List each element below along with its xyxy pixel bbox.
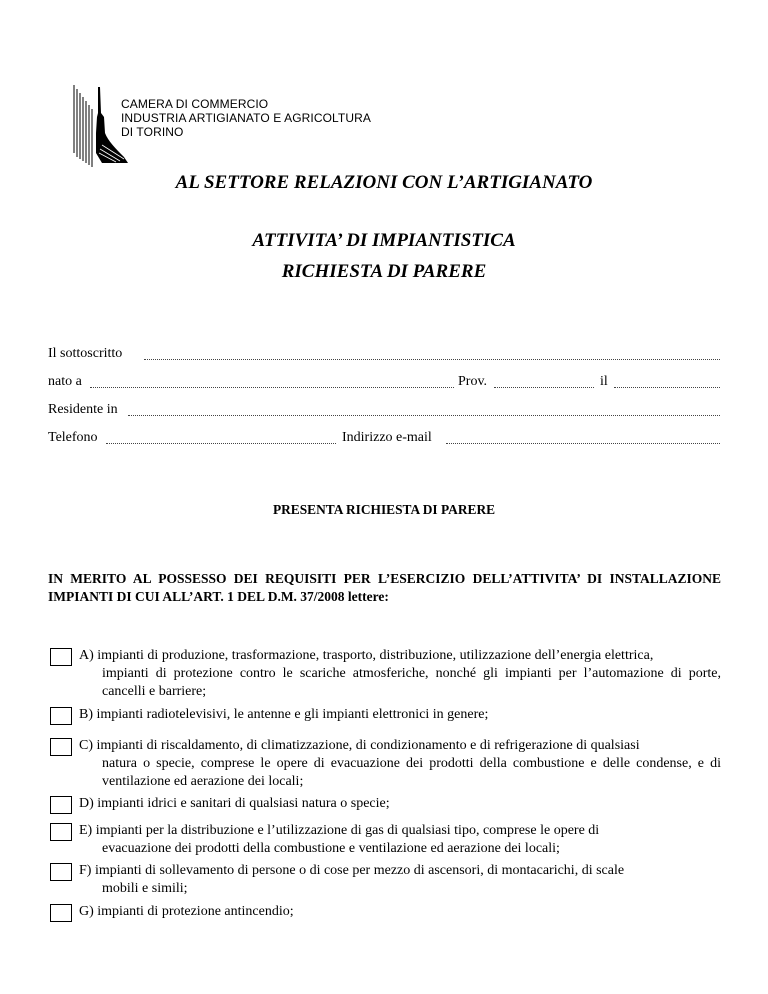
item-f-text: F) impianti di sollevamento di persone o di cose per mezzo di ascensori, di montacarichi, di scale xyxy=(79,863,625,878)
item-e-continuation: evacuazione dei prodotti della combustione e ventilazione ed aerazione dei locali; xyxy=(102,841,560,856)
checkbox-g[interactable] xyxy=(50,904,72,922)
birth-place-label: nato a xyxy=(48,374,82,389)
logo-line: DI TORINO xyxy=(121,125,184,139)
phone-field[interactable] xyxy=(106,443,336,444)
residence-field[interactable] xyxy=(128,415,720,416)
item-a-text: A) impianti di produzione, trasformazione, trasporto, distribuzione, utilizzazione dell’energia elettrica, xyxy=(79,648,654,663)
item-c-continuation: natura o specie, comprese le opere di evacuazione dei prodotti della combustione e delle condense, e di ventilazione ed aerazione dei locali; xyxy=(102,756,721,789)
phone-label: Telefono xyxy=(48,430,98,445)
birth-date-label: il xyxy=(600,374,608,389)
item-b-text: B) impianti radiotelevisivi, le antenne e gli impianti elettronici in genere; xyxy=(79,707,489,722)
email-label: Indirizzo e-mail xyxy=(342,430,432,445)
requirements-statement: IN MERITO AL POSSESSO DEI REQUISITI PER L’ESERCIZIO DELL’ATTIVITA’ DI INSTALLAZIONE IMPIANTI DI CUI ALL’ART. 1 DEL D.M. 37/2008 lettere: xyxy=(48,571,721,604)
checkbox-b[interactable] xyxy=(50,707,72,725)
birth-date-field[interactable] xyxy=(614,387,720,388)
province-field[interactable] xyxy=(494,387,594,388)
signatory-label: Il sottoscritto xyxy=(48,346,123,361)
signatory-field[interactable] xyxy=(144,359,720,360)
item-a-continuation: impianti di protezione contro le scariche atmosferiche, nonché gli impianti per l’automazione di porte, cancelli e barriere; xyxy=(102,666,721,699)
residence-row xyxy=(48,402,720,420)
residence-label: Residente in xyxy=(48,402,118,417)
request-heading: PRESENTA RICHIESTA DI PARERE xyxy=(272,502,496,517)
logo-line: CAMERA DI COMMERCIO xyxy=(121,97,269,111)
document-title: ATTIVITA’ DI IMPIANTISTICA xyxy=(252,230,516,251)
birth-place-field[interactable] xyxy=(90,387,454,388)
checkbox-f[interactable] xyxy=(50,863,72,881)
contact-row xyxy=(48,430,720,448)
item-e-text: E) impianti per la distribuzione e l’utilizzazione di gas di qualsiasi tipo, comprese le opere di xyxy=(79,823,600,838)
item-c-text: C) impianti di riscaldamento, di climatizzazione, di condizionamento e di refrigerazione di qualsiasi xyxy=(79,738,640,753)
logo-line: INDUSTRIA ARTIGIANATO E AGRICOLTURA xyxy=(121,111,371,125)
checkbox-e[interactable] xyxy=(50,823,72,841)
checkbox-c[interactable] xyxy=(50,738,72,756)
email-field[interactable] xyxy=(446,443,720,444)
signatory-row xyxy=(48,346,720,364)
recipient-heading: AL SETTORE RELAZIONI CON L’ARTIGIANATO xyxy=(175,172,593,193)
item-f-continuation: mobili e simili; xyxy=(102,881,188,896)
item-g-text: G) impianti di protezione antincendio; xyxy=(79,904,294,919)
checkbox-d[interactable] xyxy=(50,796,72,814)
document-subtitle: RICHIESTA DI PARERE xyxy=(281,261,487,282)
logo-text xyxy=(121,97,371,139)
birth-row xyxy=(48,374,720,392)
checkbox-a[interactable] xyxy=(50,648,72,666)
item-d-text: D) impianti idrici e sanitari di qualsiasi natura o specie; xyxy=(79,796,390,811)
province-label: Prov. xyxy=(458,374,488,389)
